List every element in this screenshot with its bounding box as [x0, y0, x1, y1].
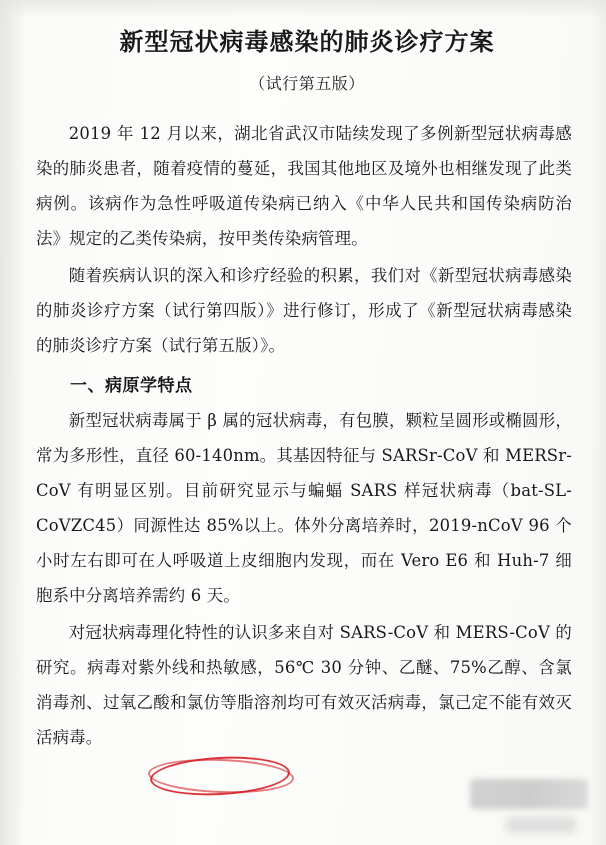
paragraph: 新型冠状病毒属于 β 属的冠状病毒，有包膜，颗粒呈圆形或椭圆形，常为多形性，直径 60-140nm。其基因特征与 SARSr-CoV 和 MERSr-CoV 有明显区别。目前研究显示与蝙蝠 SARS 样冠状病毒（bat-SL-CoVZC45）同源性达 85%以上。体外分离培养时，2019-nCoV 96 个小时左右即可在人呼吸道上皮细胞内发现，而在 Vero E6 和 Huh-7 细胞系中分离培养需约 6 天。 [36, 411, 572, 606]
paragraph: 随着疾病认识的深入和诊疗经验的积累，我们对《新型冠状病毒感染的肺炎诊疗方案（试行第四版）》进行修订，形成了《新型冠状病毒感染的肺炎诊疗方案（试行第五版）》。 [36, 266, 572, 356]
document-title: 新型冠状病毒感染的肺炎诊疗方案 [119, 27, 495, 56]
paragraph: 对冠状病毒理化特性的认识多来自对 SARS-CoV 和 MERS-CoV 的研究。病毒对紫外线和热敏感，56℃ 30 分钟、乙醚、75%乙醇、含氯消毒剂、过氧乙酸和氯仿等脂溶剂均可有效灭活病毒，氯己定不能有效灭活病毒。 [36, 623, 572, 748]
section-heading: 一、病原学特点 [70, 376, 193, 397]
red-circle-annotation [149, 753, 291, 798]
red-circle-annotation-stroke [147, 756, 294, 795]
scan-smudge-secondary [506, 817, 576, 833]
document-body [0, 94, 606, 755]
scan-smudge [470, 779, 588, 809]
paragraph: 2019 年 12 月以来，湖北省武汉市陆续发现了多例新型冠状病毒感染的肺炎患者，随着疫情的蔓延，我国其他地区及境外也相继发现了此类病例。该病作为急性呼吸道传染病已纳入《中华人民共和国传染病防治法》规定的乙类传染病，按甲类传染病管理。 [36, 124, 572, 249]
document-subtitle: （试行第五版） [249, 74, 365, 94]
